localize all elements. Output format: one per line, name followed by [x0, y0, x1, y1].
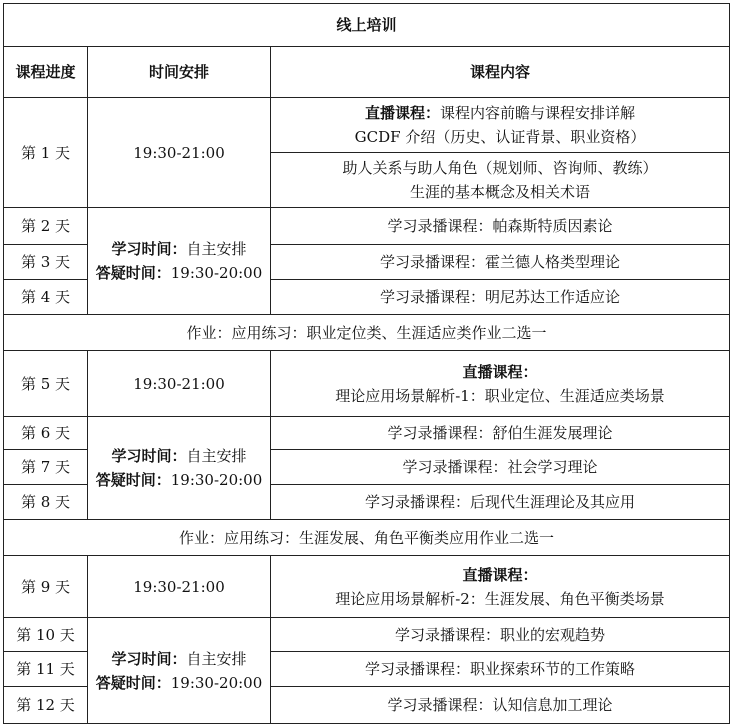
study-time-value: 自主安排: [186, 240, 247, 258]
content-text: 理论应用场景解析-2：生涯发展、角色平衡类场景: [335, 589, 665, 608]
content-cell: [271, 351, 730, 417]
content-cell: 学习录播课程：社会学习理论: [271, 450, 730, 485]
content-cell: 学习录播课程：后现代生涯理论及其应用: [271, 485, 730, 520]
content-cell: 学习录播课程：职业的宏观趋势: [271, 618, 730, 652]
header-time: 时间安排: [88, 47, 271, 98]
content-cell: [271, 153, 730, 208]
day-cell: 第 5 天: [4, 351, 88, 417]
table-row: [4, 208, 730, 245]
content-text: GCDF 介绍（历史、认证背景、职业资格）: [354, 128, 646, 146]
content-cell: [271, 556, 730, 618]
content-cell: [271, 98, 730, 153]
table-row: [4, 556, 730, 618]
content-text: 生涯的基本概念及相关术语: [409, 183, 590, 201]
live-course-label: 直播课程：: [364, 104, 440, 122]
study-time-value: 自主安排: [186, 447, 247, 465]
content-text: 课程内容前瞻与课程安排详解: [440, 104, 636, 122]
content-cell: 学习录播课程：霍兰德人格类型理论: [271, 245, 730, 280]
live-course-label: 直播课程：: [462, 565, 538, 584]
homework-row: [4, 315, 730, 351]
study-time-label: 学习时间：: [111, 447, 187, 465]
qa-time-label: 答疑时间：: [95, 471, 171, 489]
day-cell: 第 12 天: [4, 687, 88, 724]
content-cell: 学习录播课程：职业探索环节的工作策略: [271, 652, 730, 687]
homework-text: 作业：应用练习：职业定位类、生涯适应类作业二选一: [4, 315, 730, 351]
study-time-label: 学习时间：: [111, 240, 187, 258]
header-progress: 课程进度: [4, 47, 88, 98]
content-cell: 学习录播课程：明尼苏达工作适应论: [271, 280, 730, 315]
study-time-value: 自主安排: [186, 649, 247, 668]
live-course-label: 直播课程：: [462, 362, 538, 381]
day-cell: 第 1 天: [4, 98, 88, 208]
self-study-time-cell: [88, 417, 271, 520]
day-cell: 第 11 天: [4, 652, 88, 687]
table-row: [4, 351, 730, 417]
qa-time-value: 19:30-20:00: [170, 471, 263, 489]
day-cell: 第 2 天: [4, 208, 88, 245]
qa-time-label: 答疑时间：: [95, 264, 171, 282]
training-schedule-table: [3, 3, 730, 724]
homework-text: 作业：应用练习：生涯发展、角色平衡类应用作业二选一: [4, 520, 730, 556]
content-cell: 学习录播课程：帕森斯特质因素论: [271, 208, 730, 245]
table-row: [4, 618, 730, 652]
homework-row: [4, 520, 730, 556]
time-cell: 19:30-21:00: [88, 556, 271, 618]
day-cell: 第 4 天: [4, 280, 88, 315]
qa-time-value: 19:30-20:00: [170, 264, 263, 282]
time-cell: 19:30-21:00: [88, 351, 271, 417]
time-cell: 19:30-21:00: [88, 98, 271, 208]
table-row: [4, 98, 730, 153]
title-row: [4, 4, 730, 47]
day-cell: 第 6 天: [4, 417, 88, 450]
content-text: 理论应用场景解析-1：职业定位、生涯适应类场景: [335, 386, 665, 405]
content-text: 助人关系与助人角色（规划师、咨询师、教练）: [342, 159, 658, 177]
day-cell: 第 10 天: [4, 618, 88, 652]
qa-time-label: 答疑时间：: [95, 673, 171, 692]
day-cell: 第 7 天: [4, 450, 88, 485]
table-row: [4, 417, 730, 450]
table-title: 线上培训: [4, 4, 730, 47]
day-cell: 第 8 天: [4, 485, 88, 520]
header-content: 课程内容: [271, 47, 730, 98]
self-study-time-cell: [88, 618, 271, 724]
day-cell: 第 3 天: [4, 245, 88, 280]
content-cell: 学习录播课程：认知信息加工理论: [271, 687, 730, 724]
content-cell: 学习录播课程：舒伯生涯发展理论: [271, 417, 730, 450]
study-time-label: 学习时间：: [111, 649, 187, 668]
qa-time-value: 19:30-20:00: [170, 673, 263, 692]
header-row: [4, 47, 730, 98]
self-study-time-cell: [88, 208, 271, 315]
day-cell: 第 9 天: [4, 556, 88, 618]
